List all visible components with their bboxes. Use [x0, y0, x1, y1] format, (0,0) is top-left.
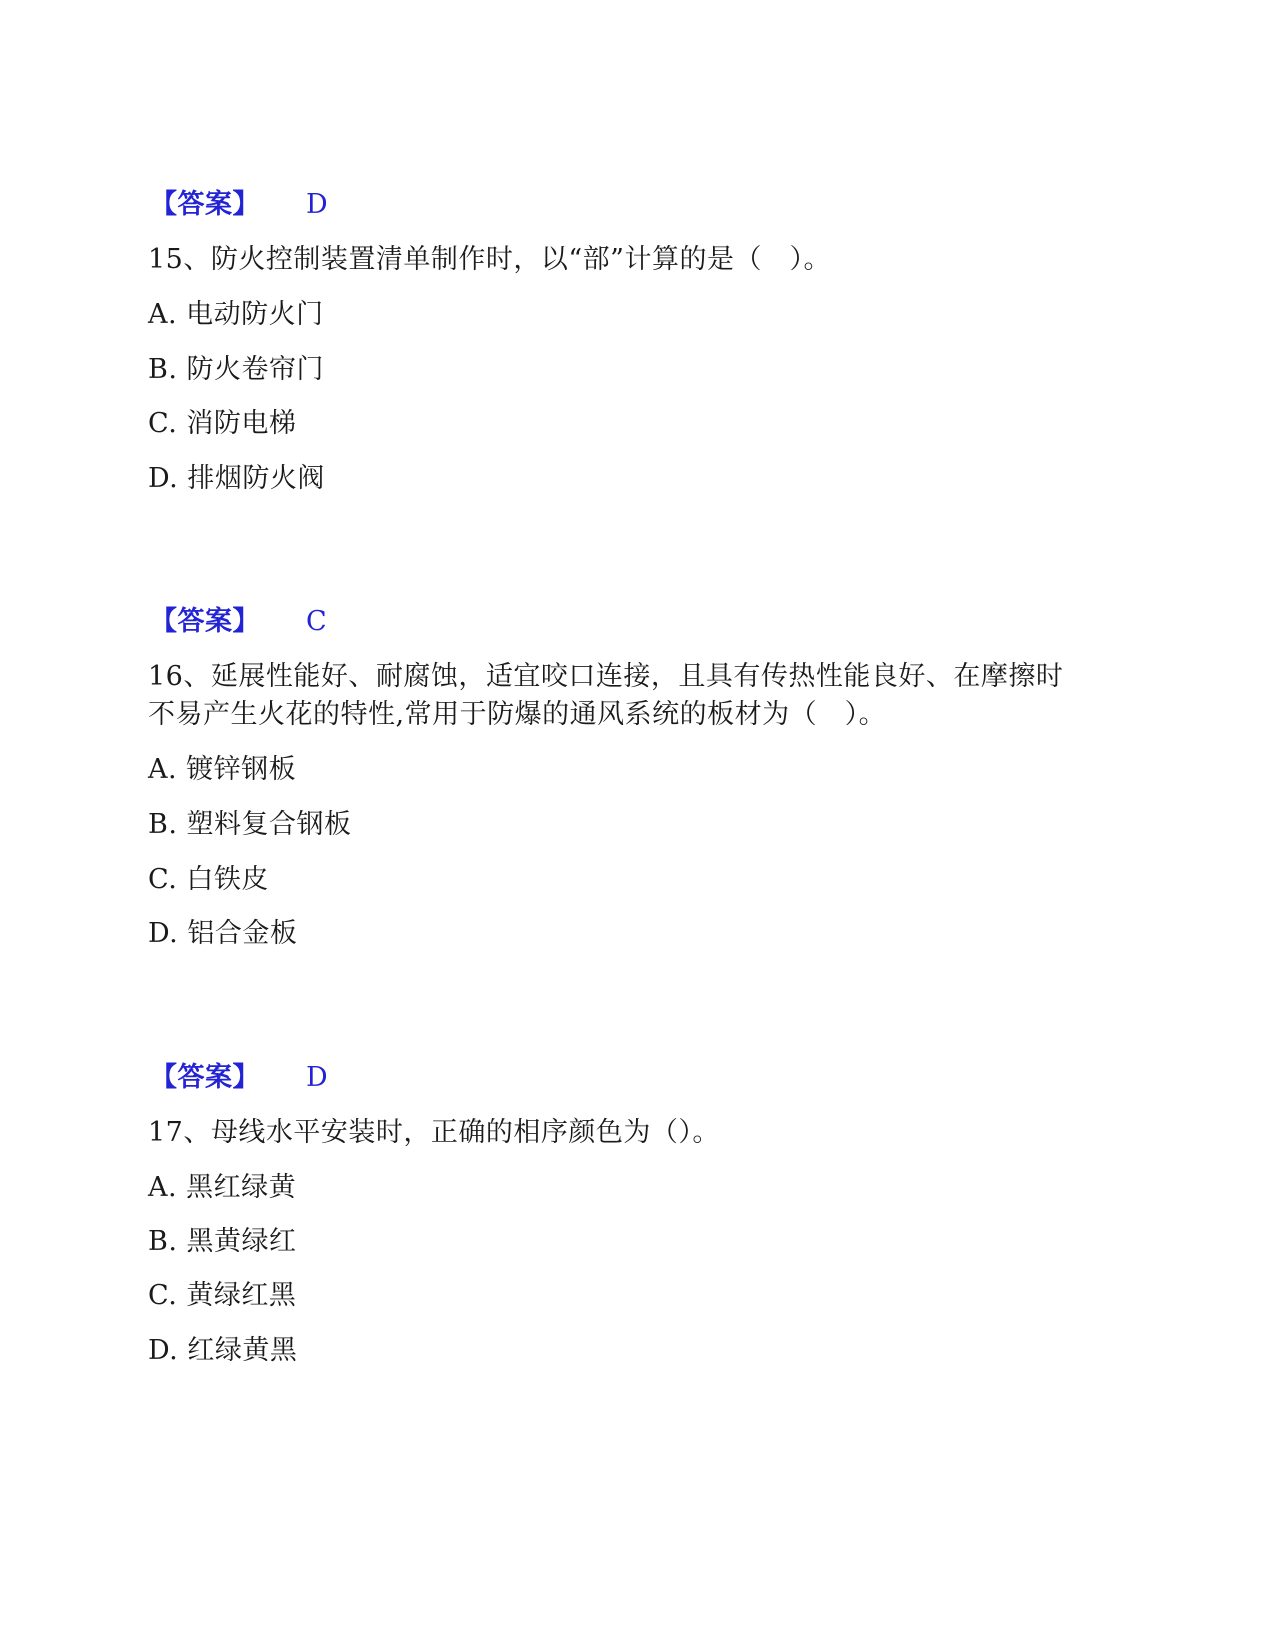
answer-label: 【答案】	[150, 606, 260, 637]
option-d: D. 红绿黄黑	[148, 1335, 298, 1366]
option-b: B. 黑黄绿红	[148, 1226, 297, 1257]
question-text-line-2: 不易产生火花的特性,常用于防爆的通风系统的板材为（ ）。	[148, 699, 887, 730]
answer-value: C	[306, 606, 328, 637]
question-text-line-1: 16、延展性能好、耐腐蚀，适宜咬口连接，且具有传热性能良好、在摩擦时	[148, 661, 1064, 692]
question-text: 17、母线水平安装时，正确的相序颜色为（）。	[148, 1117, 720, 1148]
option-c: C. 白铁皮	[148, 864, 269, 895]
answer-line	[150, 604, 327, 640]
answer-label: 【答案】	[150, 189, 260, 220]
question-text: 15、防火控制装置清单制作时，以“部”计算的是（ ）。	[148, 244, 831, 275]
answer-line	[150, 187, 328, 223]
option-a: A. 黑红绿黄	[148, 1172, 297, 1203]
option-d: D. 排烟防火阀	[148, 463, 325, 494]
option-a: A. 镀锌钢板	[148, 754, 297, 785]
answer-label: 【答案】	[150, 1062, 260, 1093]
option-c: C. 消防电梯	[148, 408, 297, 439]
answer-value: D	[306, 1062, 329, 1093]
option-d: D. 铝合金板	[148, 918, 298, 949]
option-c: C. 黄绿红黑	[148, 1280, 297, 1311]
option-a: A. 电动防火门	[148, 299, 324, 330]
answer-value: D	[306, 189, 329, 220]
option-b: B. 防火卷帘门	[148, 354, 325, 385]
option-b: B. 塑料复合钢板	[148, 809, 352, 840]
answer-line	[150, 1060, 328, 1096]
